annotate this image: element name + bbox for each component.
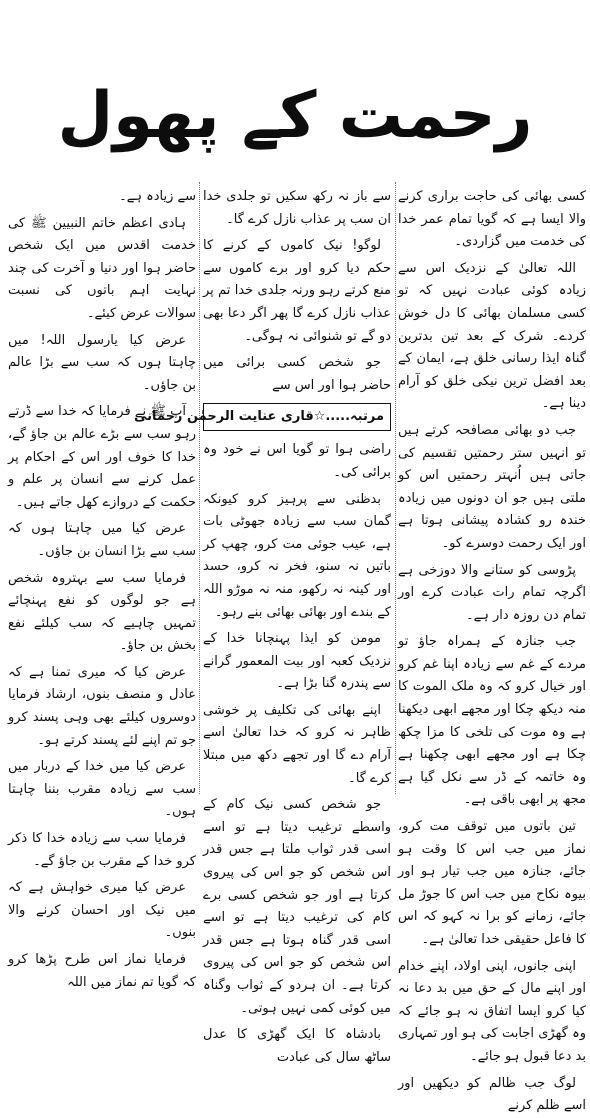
paragraph: سے باز نہ رکھ سکیں تو جلدی خدا ان سب پر عذاب نازل کرے گا۔ (203, 189, 391, 227)
paragraph: فرمایا سب سے بہتروہ شخص ہے جو لوگوں کو نفع پہنچائے تمہیں چاہیے کہ سب کیلئے نفع بخش بن جاؤ۔ (8, 570, 196, 654)
paragraph: جب دو بھائی مصافحہ کرتے ہیں تو انہیں ستر رحمتیں تقسیم کی جاتی ہیں اُنہتر رحمتیں اس کو ملتی ہیں جو ان دونوں میں زیادہ خندہ رو کشادہ پیشانی ہوتا ہے اور ایک رحمت دوسرے کو۔ (398, 422, 586, 551)
paragraph: عرض کیا یارسول اللہ! میں چاہتا ہوں کہ سب سے بڑا عالم بن جاؤں۔ (8, 332, 196, 393)
paragraph: اپنی جانوں، اپنی اولاد، اپنے خدام اور اپنے مال کے حق میں بد دعا نہ کیا کرو ایسا اتفاق نہ ہو جائے کہ وہ گھڑی اجابت کی ہو اور تمہاری بد دعا قبول ہو جائے۔ (398, 958, 586, 1064)
paragraph: جو شخص کسی نیک کام کے واسطے ترغیب دیتا ہے تو اسے اسی قدر ثواب ملتا ہے جس قدر اس شخص کو جو اس کی پیروی کرتا ہے اور جو شخص کسی برے کام کی ترغیب دیتا ہے تو اسے اسی قدر گناہ ہوتا ہے جس قدر اس شخص کو جو اس کی پیروی کرتا ہے۔ ان ہردو کے ثواب وگناہ میں کوئی کمی نہیں ہوتی۔ (203, 797, 391, 1016)
paragraph: اللہ تعالیٰ کے نزدیک اس سے زیادہ کوئی عبادت نہیں کہ تو کسی مسلمان بھائی کا دل خوش کردے۔ شرک کے بعد تین بدترین گناہ ایذا رسانی خلق ہے، ایمان کے بعد افضل ترین نیکی خلق کو آرام دینا ہے۔ (398, 260, 586, 412)
paragraph: عرض کیا میری خواہش ہے کہ میں نیک اور احسان کرنے والا بنوں۔ (8, 880, 196, 941)
paragraph: مومن کو ایذا پہنچانا خدا کے نزدیک کعبہ اور بیت المعمور گرانے سے پندرہ گنا بڑا ہے۔ (203, 631, 391, 692)
column-divider (199, 182, 200, 794)
paragraph: جو شخص کسی برائی میں حاضر ہوا اور اس سے (203, 355, 391, 393)
paragraph: بادشاہ کا ایک گھڑی کا عدل ساٹھ سال کی عبادت (203, 1027, 391, 1065)
column-right (398, 186, 586, 1114)
paragraph: عرض کیا میں خدا کے دربار میں سب سے زیادہ مقرب بننا چاہتا ہوں۔ (8, 759, 196, 820)
paragraph: عرض کیا کہ میری تمنا ہے کہ عادل و منصف بنوں، ارشاد فرمایا دوسروں کیلئے بھی وہی پسند کرو جو تم اپنے لئے پسند کرتے ہو۔ (8, 664, 196, 748)
paragraph: لوگو! نیک کاموں کے کرنے کا حکم دیا کرو اور برے کاموں سے منع کرتے رہو ورنہ جلدی خدا تم پر عذاب نازل کرے گا پھر اگر دعا بھی دو گے تو شنوائی نہ ہوگی۔ (203, 238, 391, 344)
paragraph: عرض کیا میں چاہتا ہوں کہ سب سے بڑا انسان بن جاؤں۔ (8, 521, 196, 559)
paragraph: فرمایا نماز اس طرح پڑھا کرو کہ گویا تم نماز میں اللہ (8, 952, 196, 990)
paragraph: پڑوسی کو ستانے والا دوزخی ہے اگرچہ تمام رات عبادت کرے اور تمام دن روزہ دار ہے۔ (398, 562, 586, 623)
paragraph: راضی ہوا تو گویا اس نے خود وہ برائی کی۔ (203, 442, 391, 480)
paragraph: بدظنی سے پرہیز کرو کیونکہ گمان سب سے زیادہ جھوٹی بات ہے، عیب جوئی مت کرو، چھپ کر باتیں نہ سنو، فخر نہ کرو، حسد اور کینہ نہ رکھو، منہ نہ موڑو اللہ کے بندے اور بھائی بھائی بنے رہو۔ (203, 491, 391, 620)
paragraph: تین باتوں میں توقف مت کرو، نماز میں جب اس کا وقت ہو جائے، جنازہ میں جب تیار ہو اور بیوہ نکاح میں جب اس کا جوڑ مل جائے، زمانے کو برا نہ کہو کہ اس کا فاعل حقیقی خدا تعالیٰ ہے۔ (398, 819, 586, 947)
paragraph: آپ ﷺ نے فرمایا کہ خدا سے ڈرتے رہو سب سے بڑے عالم بن جاؤ گے، خدا کا خوف اور اس کے احکام پر عمل کرنے سے انسان پر علم و حکمت کے دروازے کھل جاتے ہیں۔ (8, 404, 196, 510)
paragraph: ہادی اعظم خاتم النبیین ﷺ کی خدمت اقدس میں ایک شخص حاضر ہوا اور دنیا و آخرت کی چند نہایت اہم باتوں کی نسبت سوالات عرض کیئے۔ (8, 215, 196, 321)
column-left (8, 186, 196, 990)
paragraph: کسی بھائی کی حاجت براری کرنے والا ایسا ہے کہ گویا تمام عمر خدا کی خدمت میں گزاردی۔ (398, 189, 586, 250)
column-divider (395, 182, 396, 794)
article-title: رحمت کے پھول (57, 79, 533, 153)
paragraph: سے زیادہ ہے۔ (119, 189, 196, 204)
paragraph: لوگ جب ظالم کو دیکھیں اور اسے ظلم کرنے (398, 1075, 586, 1114)
paragraph: فرمایا سب سے زیادہ خدا کا ذکر کرو خدا کے مقرب بن جاؤ گے۔ (8, 831, 196, 869)
paragraph: جب جنازہ کے ہمراہ جاؤ تو مردے کے غم سے زیادہ اپنا غم کرو اور خیال کرو کہ وہ ملک الموت کا منہ دیکھ چکا اور مجھے ابھی دیکھنا ہے وہ موت کی تلخی کا مزا چکھ چکا ہے اور مجھے ابھی چکھنا ہے وہ خاتمہ کے ڈر سے نکل گیا ہے مجھ پر ابھی باقی ہے۔ (398, 634, 586, 808)
author-byline: مرتبہ.....☆قاری عنایت الرحمٰن رحمانی (203, 403, 391, 431)
paragraph: اپنے بھائی کی تکلیف پر خوشی ظاہر نہ کرو کہ خدا تعالیٰ اسے آرام دے گا اور تجھے دکھ میں مبتلا کرے گا۔ (203, 702, 391, 786)
masthead (0, 60, 590, 172)
